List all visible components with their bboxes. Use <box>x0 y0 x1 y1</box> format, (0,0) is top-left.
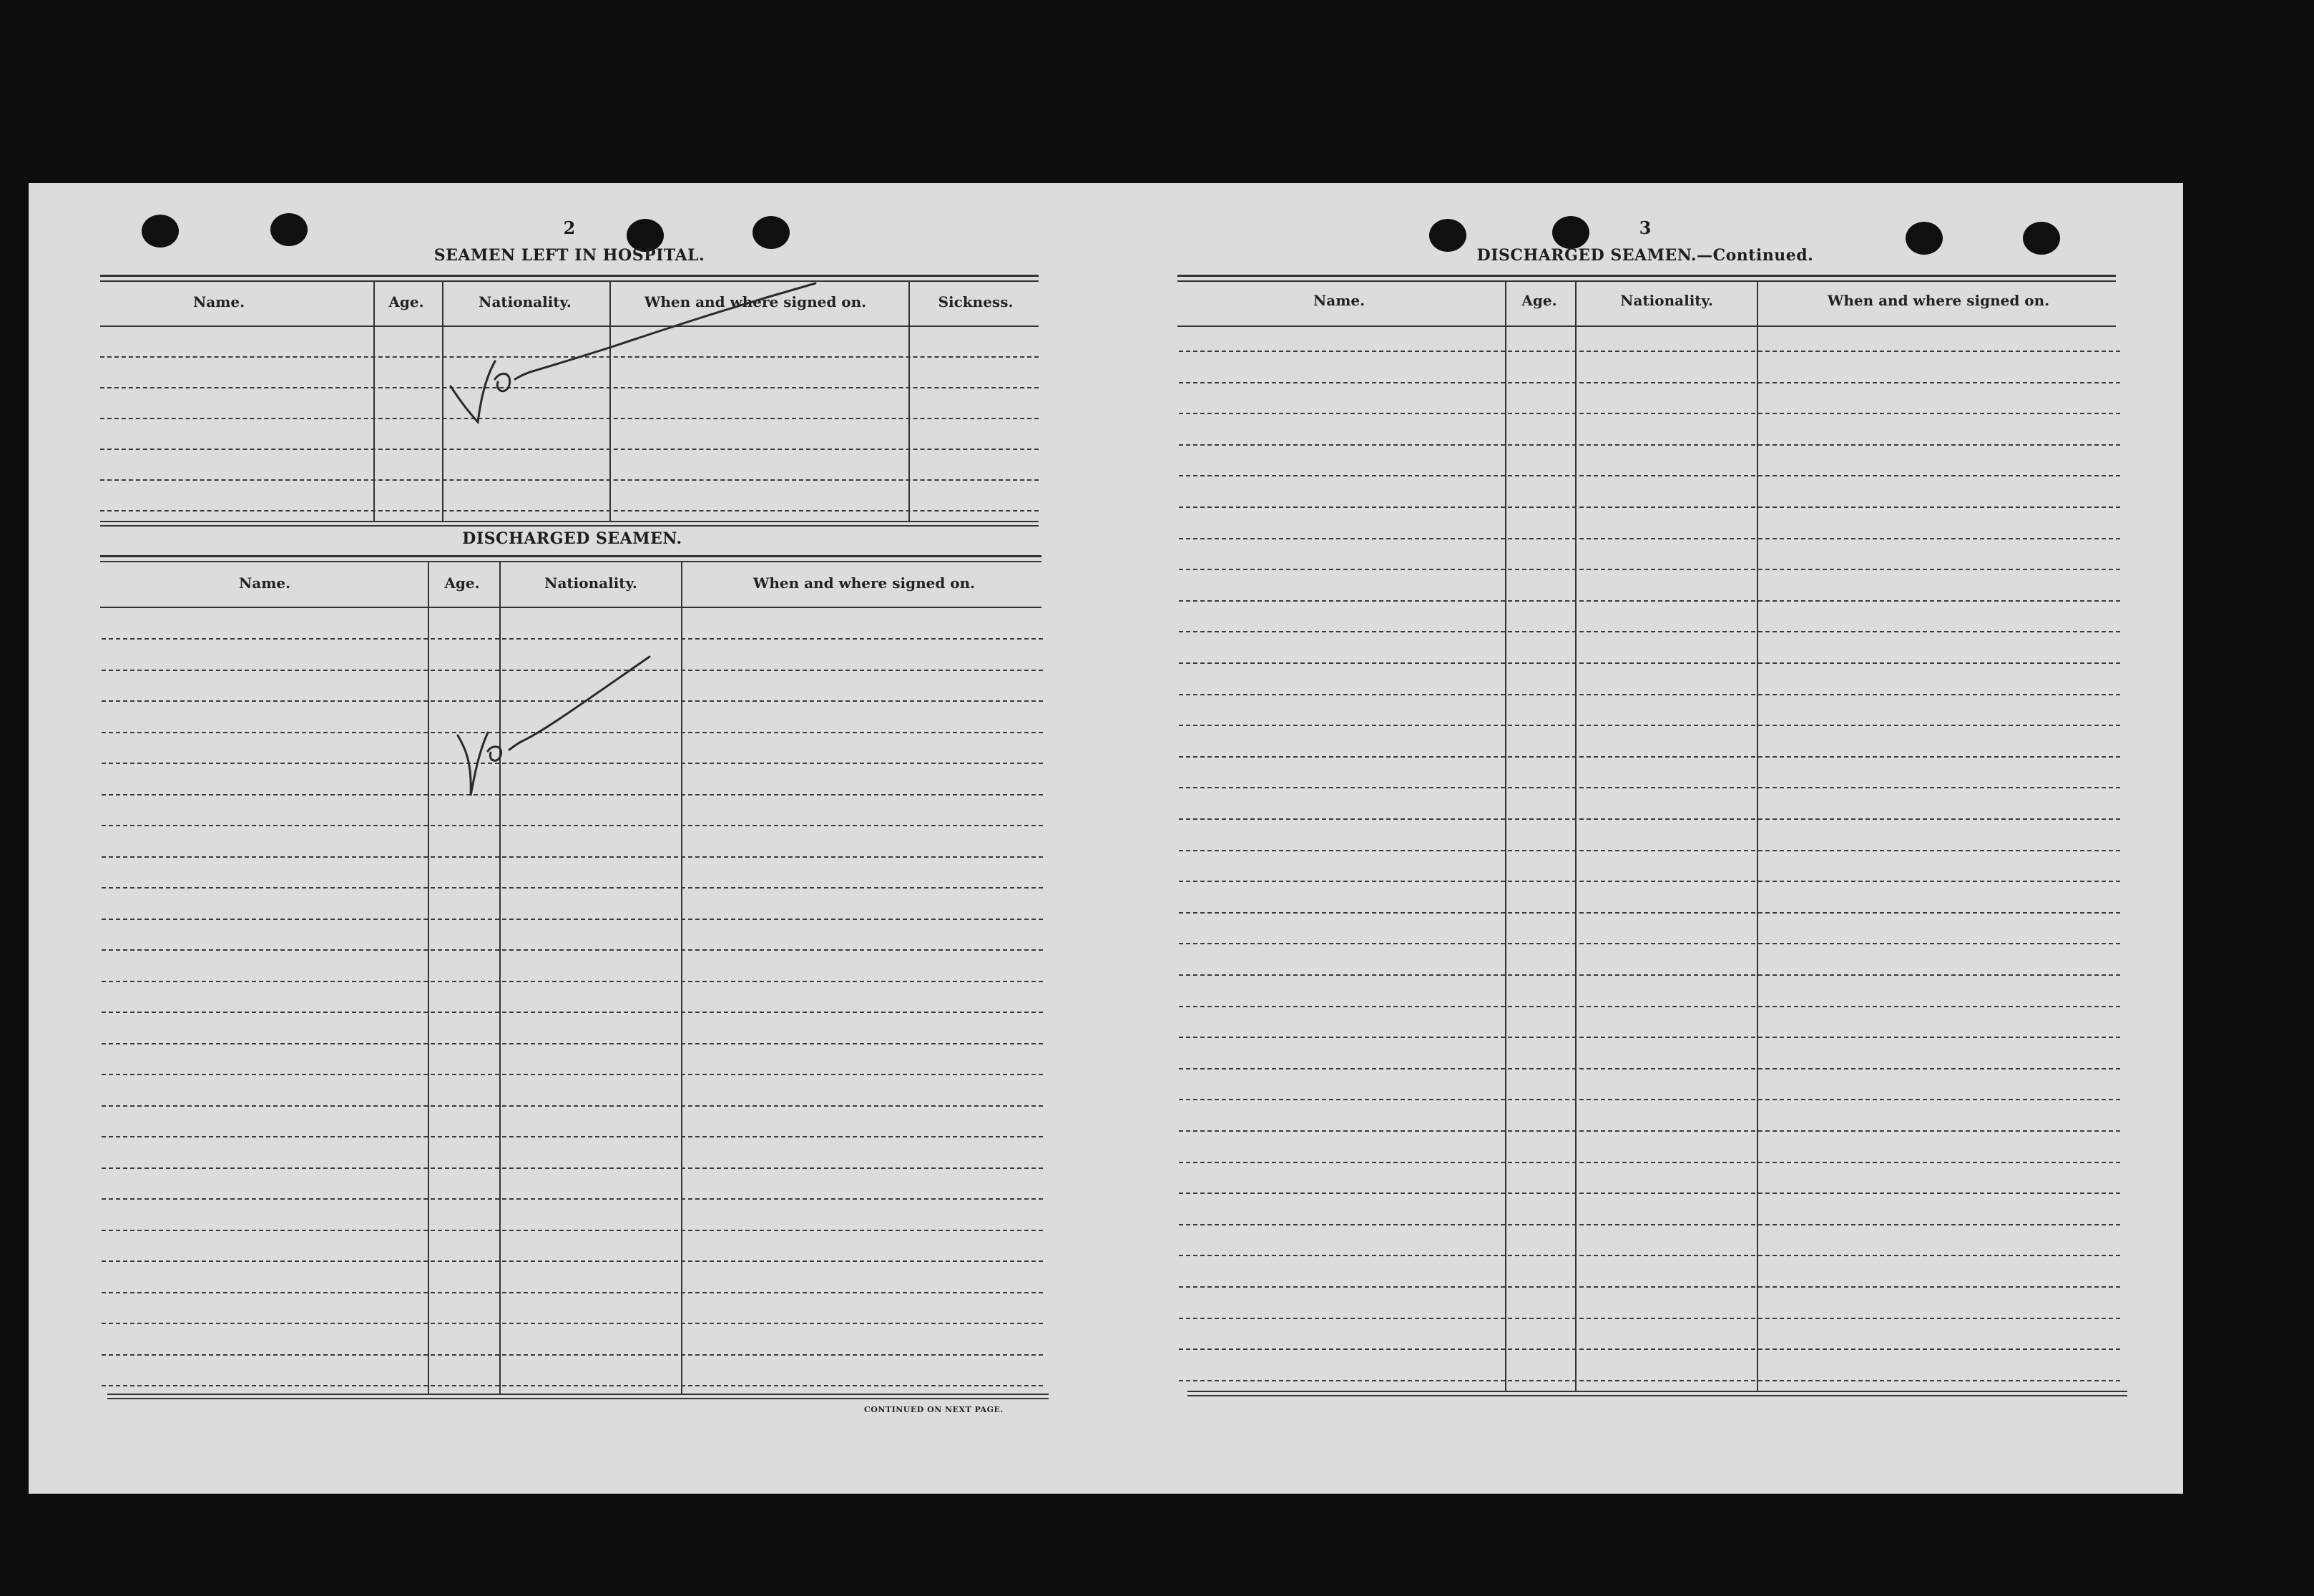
ruled-line <box>1179 1037 2120 1038</box>
ruled-line <box>1179 382 2120 383</box>
rule <box>1177 275 2116 277</box>
ruled-line <box>100 449 1039 450</box>
ruled-line <box>102 887 1043 888</box>
punch-hole <box>1429 219 1466 252</box>
ruled-line <box>1179 725 2120 726</box>
column-header-age: Age. <box>1521 292 1557 309</box>
column-header-when-where: When and where signed on. <box>644 293 867 310</box>
ruled-line <box>1179 444 2120 446</box>
ruled-line <box>102 1198 1043 1200</box>
ruled-line <box>1179 943 2120 944</box>
ruled-line <box>1179 756 2120 758</box>
column-header-nationality: Nationality. <box>1620 292 1713 309</box>
ruled-line <box>102 1230 1043 1231</box>
ruled-line <box>102 1385 1043 1386</box>
form-sheet <box>29 183 2183 1494</box>
rule <box>100 561 1041 562</box>
ruled-line <box>1179 974 2120 976</box>
column-header-age: Age. <box>444 574 480 592</box>
punch-hole <box>1552 216 1589 249</box>
ruled-line <box>1179 1006 2120 1007</box>
punch-hole <box>1906 222 1943 255</box>
page-number-right: 3 <box>1639 217 1652 238</box>
ruled-line <box>1179 506 2120 508</box>
page-number-left: 2 <box>563 217 576 238</box>
rule <box>100 521 1039 522</box>
ruled-line <box>100 479 1039 481</box>
ruled-line <box>102 981 1043 982</box>
rule <box>1177 280 2116 282</box>
column-divider <box>428 562 429 1395</box>
ruled-line <box>1179 881 2120 882</box>
rule <box>107 1398 1049 1399</box>
ruled-line <box>1179 662 2120 664</box>
ruled-line <box>102 1292 1043 1293</box>
ruled-line <box>102 825 1043 826</box>
ruled-line <box>102 949 1043 951</box>
column-header-nationality: Nationality. <box>544 574 637 592</box>
column-header-name: Name. <box>238 574 291 592</box>
ruled-line <box>100 510 1039 511</box>
ruled-line <box>1179 1348 2120 1350</box>
ruled-line <box>1179 1068 2120 1069</box>
ruled-line <box>1179 850 2120 851</box>
column-divider <box>681 562 682 1395</box>
punch-hole <box>752 216 790 249</box>
rule <box>1187 1395 2127 1396</box>
punch-hole <box>270 213 308 246</box>
column-header-when-where: When and where signed on. <box>1827 292 2050 309</box>
ruled-line <box>1179 787 2120 788</box>
discharged-continued-title: DISCHARGED SEAMEN.—Continued. <box>1476 246 1814 265</box>
ruled-line <box>102 1043 1043 1044</box>
ruled-line <box>1179 475 2120 476</box>
ruled-line <box>1179 818 2120 820</box>
column-header-age: Age. <box>388 293 424 310</box>
ruled-line <box>102 1012 1043 1013</box>
ruled-line <box>1179 413 2120 414</box>
ruled-line <box>1179 1099 2120 1100</box>
ruled-line <box>102 1105 1043 1107</box>
rule <box>100 607 1041 608</box>
ruled-line <box>102 638 1043 640</box>
discharged-section-title: DISCHARGED SEAMEN. <box>462 529 682 548</box>
ruled-line <box>102 919 1043 920</box>
ruled-line <box>102 856 1043 858</box>
continued-footer: CONTINUED ON NEXT PAGE. <box>864 1405 1004 1414</box>
ruled-line <box>102 1136 1043 1137</box>
rule <box>100 555 1041 557</box>
ruled-line <box>102 1354 1043 1356</box>
ruled-line <box>1179 1193 2120 1194</box>
column-divider <box>908 282 910 521</box>
handwritten-none-mark <box>429 272 830 436</box>
column-divider <box>373 282 375 521</box>
column-header-when-where: When and where signed on. <box>752 574 976 592</box>
ruled-line <box>1179 1286 2120 1288</box>
ruled-line <box>1179 569 2120 570</box>
hospital-section-title: SEAMEN LEFT IN HOSPITAL. <box>433 246 705 265</box>
ruled-line <box>1179 1255 2120 1256</box>
ruled-line <box>102 1074 1043 1075</box>
ruled-line <box>102 1260 1043 1262</box>
rule <box>107 1394 1049 1395</box>
column-header-name: Name. <box>192 293 245 310</box>
column-header-name: Name. <box>1313 292 1366 309</box>
ruled-line <box>102 1167 1043 1169</box>
handwritten-none-mark <box>443 644 658 801</box>
rule <box>100 525 1039 527</box>
punch-hole <box>142 215 179 248</box>
ruled-line <box>1179 631 2120 632</box>
ruled-line <box>1179 600 2120 602</box>
ruled-line <box>1179 1380 2120 1381</box>
ruled-line <box>1179 1130 2120 1132</box>
ruled-line <box>1179 1318 2120 1319</box>
ruled-line <box>1179 351 2120 352</box>
column-header-sickness: Sickness. <box>938 293 1014 310</box>
ruled-line <box>102 1323 1043 1324</box>
rule <box>1177 325 2116 327</box>
ruled-line <box>1179 1162 2120 1163</box>
punch-hole <box>2023 222 2060 255</box>
ruled-line <box>1179 1224 2120 1225</box>
ruled-line <box>1179 694 2120 695</box>
ruled-line <box>1179 538 2120 539</box>
rule <box>1187 1391 2127 1392</box>
ruled-line <box>1179 912 2120 914</box>
column-header-nationality: Nationality. <box>479 293 572 310</box>
